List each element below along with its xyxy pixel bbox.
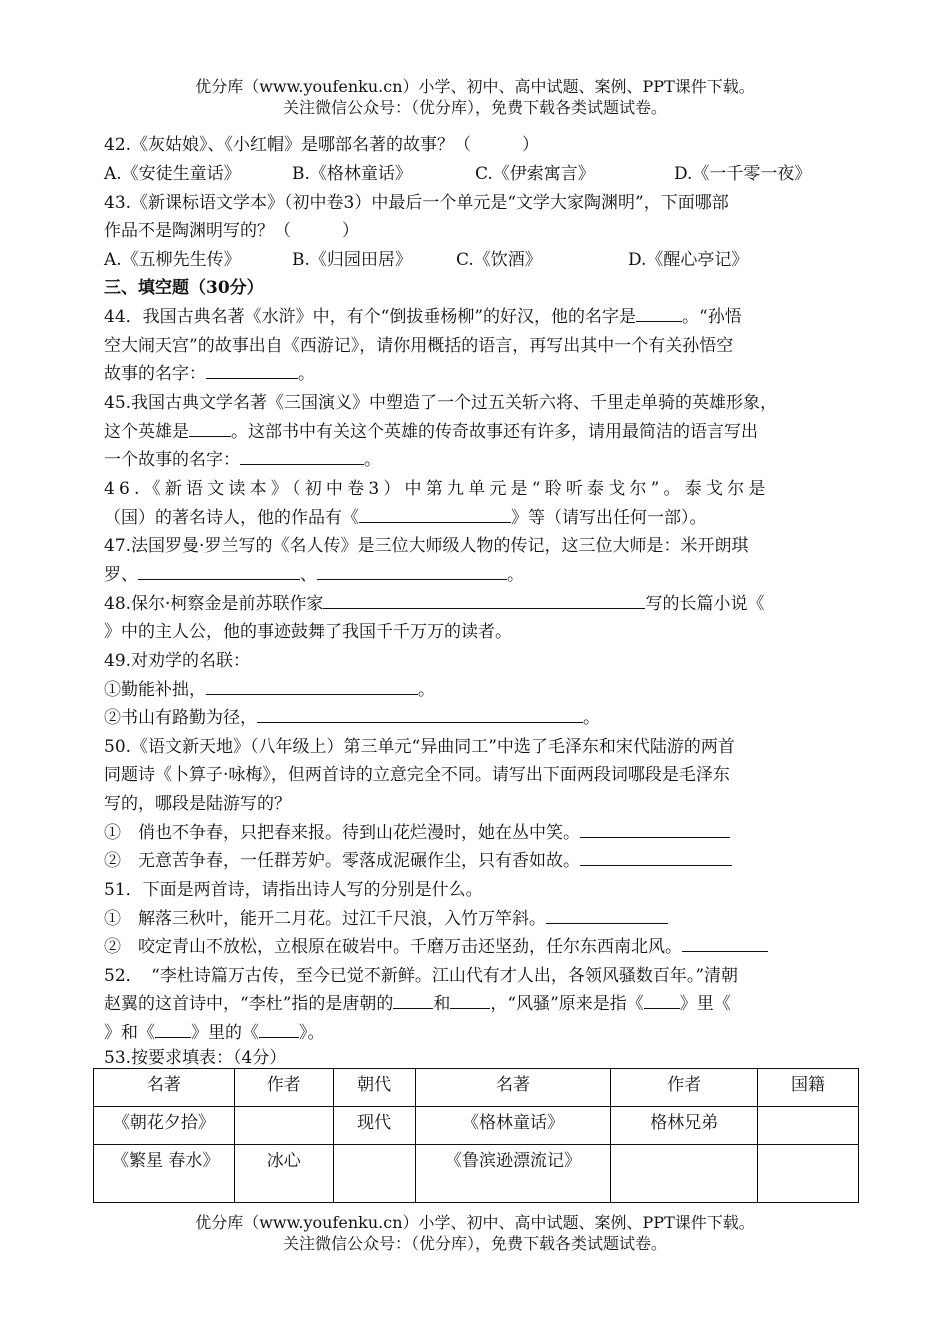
q52-line-2	[104, 992, 860, 1016]
q50-poem-2-text: ② 无意苦争春，一任群芳妒。零落成泥碾作尘，只有香如故。	[104, 851, 580, 871]
q52-text-3b: 》里的《	[191, 1023, 259, 1043]
page-header-line-2: 关注微信公众号：（优分库），免费下载各类试题试卷。	[282, 98, 667, 117]
q52-text-2a: 赵翼的这首诗中，“李杜”指的是唐朝的	[104, 994, 394, 1014]
q47-text-2b: 、	[300, 565, 317, 585]
q45-text-2a: 这个英雄是	[104, 422, 189, 442]
q42-option-b: B.《格林童话》	[292, 164, 412, 184]
q53-stem: 53.按要求填表：（4分）	[104, 1048, 287, 1068]
q45-text-3b: 。	[364, 450, 381, 470]
table-cell: 《鲁滨逊漂流记》	[415, 1145, 611, 1203]
q45-blank-hero[interactable]	[189, 420, 231, 437]
q46-line-2	[104, 506, 860, 530]
q45-line-1: 45.我国古典文学名著《三国演义》中塑造了一个过五关斩六将、千里走单骑的英雄形象，	[104, 393, 778, 413]
q51-poem-1-text: ① 解落三秋叶，能开二月花。过江千尺浪，入竹万竿斜。	[104, 909, 546, 929]
q46-text-2b: 》等（请写出任何一部）。	[511, 508, 707, 528]
q50-blank-2[interactable]	[580, 849, 732, 866]
q49-text-1b: 。	[418, 680, 435, 700]
q42-stem: 42.《灰姑娘》、《小红帽》是哪部名著的故事？（ ）	[104, 135, 540, 155]
table-row	[94, 1145, 859, 1203]
q49-stem: 49.对劝学的名联：	[104, 651, 251, 671]
page-footer-line-1: 优分库（www.youfenku.cn）小学、初中、高中试题、案例、PPT课件下载。	[195, 1213, 755, 1232]
q46-text-2a: （国）的著名诗人，他的作品有《	[104, 508, 359, 528]
q52-blank-du[interactable]	[450, 992, 490, 1009]
q52-text-2b: 和	[433, 994, 451, 1014]
q50-line-2: 同题诗《卜算子·咏梅》，但两首诗的立意完全不同。请写出下面两段词哪段是毛泽东	[104, 765, 730, 785]
q52-text-3a: 》和《	[104, 1023, 155, 1043]
q48-line-1	[104, 592, 860, 616]
q51-blank-2[interactable]	[682, 935, 768, 952]
table-cell-blank[interactable]	[611, 1145, 758, 1203]
table-header-cell: 作者	[234, 1069, 333, 1107]
table-header-cell: 朝代	[333, 1069, 415, 1107]
table-cell: 冰心	[234, 1145, 333, 1203]
q44-blank-hero-name[interactable]	[636, 305, 682, 322]
q47-blank-master-2[interactable]	[138, 563, 300, 580]
q52-blank-sao-1[interactable]	[155, 1021, 191, 1038]
table-cell: 格林兄弟	[611, 1107, 758, 1145]
q51-poem-1	[104, 907, 860, 931]
q48-blank-author[interactable]	[323, 592, 645, 609]
q47-blank-master-3[interactable]	[317, 563, 507, 580]
table-header-cell: 名著	[415, 1069, 611, 1107]
q51-poem-2	[104, 935, 860, 959]
q51-poem-2-text: ② 咬定青山不放松，立根原在破岩中。千磨万击还坚劲，任尔东西南北风。	[104, 937, 682, 957]
page-footer-line-2: 关注微信公众号：（优分库），免费下载各类试题试卷。	[282, 1234, 667, 1253]
q43-stem-line-1: 43.《新课标语文学本》（初中卷3）中最后一个单元是“文学大家陶渊明”，下面哪部	[104, 193, 729, 213]
table-header-cell: 国籍	[758, 1069, 859, 1107]
q44-line-2: 空大闹天宫”的故事出自《西游记》，请你用概括的语言，再写出其中一个有关孙悟空	[104, 336, 734, 356]
q48-text-1b: 写的长篇小说《	[645, 594, 765, 614]
page-header-line-1: 优分库（www.youfenku.cn）小学、初中、高中试题、案例、PPT课件下载。	[195, 77, 755, 96]
q42-option-d: D.《一千零一夜》	[674, 164, 812, 184]
q50-poem-2	[104, 849, 860, 873]
q52-line-3	[104, 1021, 860, 1045]
q52-text-2c: ，“风骚”原来是指《	[490, 994, 644, 1014]
q51-blank-1[interactable]	[546, 907, 668, 924]
q50-poem-1	[104, 821, 860, 845]
q43-stem-line-2: 作品不是陶渊明写的？（ ）	[104, 221, 359, 241]
table-cell: 《繁星 春水》	[94, 1145, 235, 1203]
q50-line-3: 写的，哪段是陆游写的？	[104, 794, 291, 814]
section-3-title: 三、填空题（30分）	[104, 278, 264, 298]
q52-text-2d: 》里《	[679, 994, 731, 1014]
q52-blank-li[interactable]	[393, 992, 433, 1009]
q44-text-1a: 44．我国古典名著《水浒》中，有个“倒拔垂杨柳”的好汉，他的名字是	[104, 307, 637, 327]
q49-text-1a: ①勤能补拙，	[104, 680, 206, 700]
q47-text-2c: 。	[507, 565, 524, 585]
q49-text-2b: 。	[583, 708, 600, 728]
q44-line-3	[104, 362, 860, 386]
q51-stem: 51．下面是两首诗，请指出诗人写的分别是什么。	[104, 880, 483, 900]
table-header-row	[94, 1069, 859, 1107]
q50-line-1: 50.《语文新天地》（八年级上）第三单元“异曲同工”中选了毛泽东和宋代陆游的两首	[104, 737, 735, 757]
q52-blank-sao-2[interactable]	[259, 1021, 299, 1038]
q49-blank-1[interactable]	[206, 678, 418, 695]
q50-blank-1[interactable]	[580, 821, 730, 838]
q49-line-1	[104, 678, 860, 702]
q49-blank-2[interactable]	[257, 706, 583, 723]
q46-line-1: 46.《新语文读本》（初中卷3）中第九单元是“聆听泰戈尔”。泰戈尔是	[104, 479, 770, 499]
q47-line-1: 47.法国罗曼·罗兰写的《名人传》是三位大师级人物的传记，这三位大师是：米开朗琪	[104, 536, 749, 556]
q44-blank-story-name[interactable]	[206, 362, 298, 379]
q46-blank-work[interactable]	[359, 506, 511, 523]
q42-option-a: A.《安徒生童话》	[104, 164, 241, 184]
table-row	[94, 1107, 859, 1145]
q50-poem-1-text: ① 俏也不争春，只把春来报。待到山花烂漫时，她在丛中笑。	[104, 823, 580, 843]
table-cell: 现代	[333, 1107, 415, 1145]
q43-option-c: C.《饮酒》	[456, 250, 542, 270]
q49-line-2	[104, 706, 860, 730]
table-cell-blank[interactable]	[333, 1145, 415, 1203]
q44-text-3a: 故事的名字：	[104, 364, 206, 384]
q42-option-c: C.《伊索寓言》	[475, 164, 595, 184]
q47-line-2	[104, 563, 860, 587]
q48-text-1a: 48.保尔·柯察金是前苏联作家	[104, 594, 324, 614]
table-cell-blank[interactable]	[234, 1107, 333, 1145]
table-header-cell: 作者	[611, 1069, 758, 1107]
q45-line-2	[104, 420, 860, 444]
table-header-cell: 名著	[94, 1069, 235, 1107]
q45-blank-story[interactable]	[240, 448, 364, 465]
q45-text-2b: 。这部书中有关这个英雄的传奇故事还有许多，请用最简洁的语言写出	[231, 422, 758, 442]
table-cell-blank[interactable]	[758, 1107, 859, 1145]
q44-text-3b: 。	[298, 364, 315, 384]
q43-option-b: B.《归园田居》	[292, 250, 412, 270]
q44-text-1b: 。“孙悟	[682, 307, 742, 327]
table-cell: 《格林童话》	[415, 1107, 611, 1145]
q43-option-a: A.《五柳先生传》	[104, 250, 241, 270]
q52-text-3c: 》。	[299, 1023, 325, 1043]
q53-table	[93, 1068, 859, 1203]
q44-line-1	[104, 305, 860, 329]
q52-blank-feng[interactable]	[644, 992, 680, 1009]
q45-line-3	[104, 448, 860, 472]
q48-line-2: 》中的主人公，他的事迹鼓舞了我国千千万万的读者。	[104, 622, 512, 642]
q47-text-2a: 罗、	[104, 565, 138, 585]
q52-line-1: 52． “李杜诗篇万古传，至今已觉不新鲜。江山代有才人出，各领风骚数百年。”清朝	[104, 966, 739, 986]
q43-option-d: D.《醒心亭记》	[628, 250, 749, 270]
table-cell: 《朝花夕拾》	[94, 1107, 235, 1145]
table-cell-blank[interactable]	[758, 1145, 859, 1203]
q45-text-3a: 一个故事的名字：	[104, 450, 240, 470]
q49-text-2a: ②书山有路勤为径，	[104, 708, 257, 728]
